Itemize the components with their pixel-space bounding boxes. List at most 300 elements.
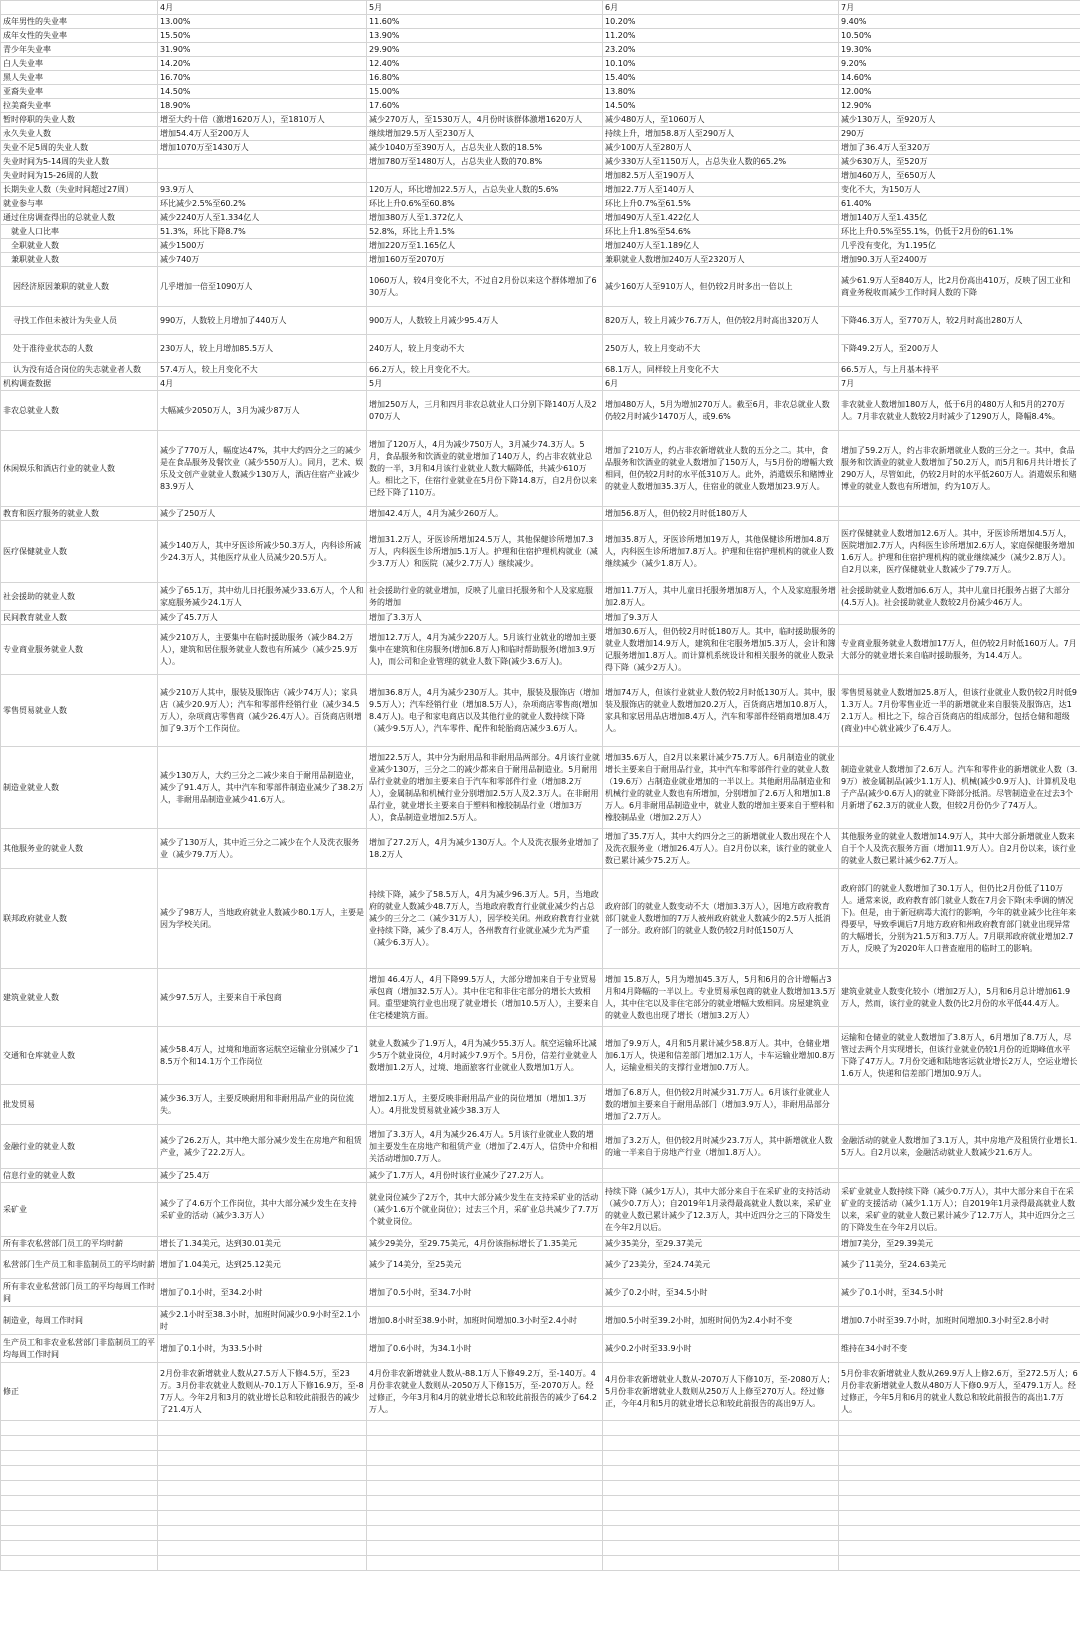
cell-april[interactable]: 减少210万人其中，服装及服饰店（减少74万人）；家具店（减少20.9万人）；汽车和零部件经销行业（减少34.5万人），杂项商店零售商（减少26.4万人）。百货商店则增加了9.3万个工作岗位。 bbox=[158, 675, 367, 747]
cell-june[interactable]: 减少160万人至910万人，但仍较2月时多出一倍以上 bbox=[603, 267, 839, 307]
empty-cell[interactable] bbox=[603, 1526, 839, 1541]
cell-june[interactable]: 250万人，较上月变动不大 bbox=[603, 335, 839, 363]
empty-cell[interactable] bbox=[1, 1436, 158, 1451]
empty-cell[interactable] bbox=[603, 1556, 839, 1571]
row-label-cell[interactable]: 青少年失业率 bbox=[1, 43, 158, 57]
empty-cell[interactable] bbox=[367, 1466, 603, 1481]
cell-june[interactable]: 增加56.8万人，但仍较2月时低180万人 bbox=[603, 507, 839, 521]
cell-july[interactable] bbox=[839, 1085, 1080, 1125]
table-row bbox=[1, 829, 1080, 869]
cell-april[interactable]: 13.00% bbox=[158, 15, 367, 29]
cell-april[interactable]: 减少了250万人 bbox=[158, 507, 367, 521]
cell-april[interactable]: 减少58.4万人，过境和地面客运航空运输业分别减少了18.5万个和14.1万个工作岗位 bbox=[158, 1027, 367, 1085]
cell-may[interactable]: 增加了0.5小时，至34.7小时 bbox=[367, 1279, 603, 1307]
empty-cell[interactable] bbox=[158, 1481, 367, 1496]
cell-july[interactable]: 专业商业服务就业人数增加17万人，但仍较2月时低160万人。7月大部分的就业增长来自临时援助服务，为14.4万人。 bbox=[839, 625, 1080, 675]
cell-may[interactable]: 社会援助行业的就业增加，反映了儿童日托服务和个人及家庭服务的增加 bbox=[367, 583, 603, 611]
cell-april[interactable]: 2月份非农新增就业人数从27.5万人下修4.5万，至23万。3月份非农就业人数则从-70.1万人下修16.9万，至-87万人。今年2月和3月的就业增长总和较此前报告的减少了21.4万人 bbox=[158, 1363, 367, 1421]
empty-cell[interactable] bbox=[367, 1541, 603, 1556]
cell-july[interactable]: 14.60% bbox=[839, 71, 1080, 85]
empty-cell[interactable] bbox=[1, 1421, 158, 1436]
cell-may[interactable]: 16.80% bbox=[367, 71, 603, 85]
empty-cell[interactable] bbox=[158, 1496, 367, 1511]
row-label-cell[interactable]: 批发贸易 bbox=[1, 1085, 158, 1125]
cell-may[interactable]: 减少了14美分，至25美元 bbox=[367, 1251, 603, 1279]
cell-june[interactable]: 820万人，较上月减少76.7万人，但仍较2月时高出320万人 bbox=[603, 307, 839, 335]
row-label-cell[interactable]: 联邦政府就业人数 bbox=[1, 869, 158, 969]
cell-june[interactable]: 持续下降（减少1万人），其中大部分来自于在采矿业的支持活动（减少0.7万人）；自2019年1月录得最高就业人数以来，采矿业的就业人数已累计减少了12.3万人，其中近四分之三的下降发生在今年2月以后。 bbox=[603, 1183, 839, 1237]
cell-may[interactable]: 13.90% bbox=[367, 29, 603, 43]
row-label-cell[interactable]: 信息行业的就业人数 bbox=[1, 1169, 158, 1183]
cell-july[interactable]: 下降46.3万人，至770万人，较2月时高出280万人 bbox=[839, 307, 1080, 335]
cell-july[interactable]: 社会援助就业人数增加6.6万人，其中儿童日托服务占据了大部分(4.5万人)。社会援助就业人数较2月份减少46万人。 bbox=[839, 583, 1080, 611]
cell-june[interactable]: 增加490万人至1.422亿人 bbox=[603, 211, 839, 225]
cell-april[interactable]: 15.50% bbox=[158, 29, 367, 43]
row-label-cell[interactable]: 认为没有适合岗位的失志就业者人数 bbox=[1, 363, 158, 377]
empty-cell[interactable] bbox=[158, 1436, 367, 1451]
cell-july[interactable]: 9.20% bbox=[839, 57, 1080, 71]
header-cell-june[interactable]: 6月 bbox=[603, 1, 839, 15]
cell-july[interactable]: 12.00% bbox=[839, 85, 1080, 99]
cell-june[interactable]: 增加35.6万人，自2月以来累计减少75.7万人。6月制造业的就业增长主要来自于耐用品行业，其中汽车和零部件行业的就业人数（19.6万）占制造业就业增加的一半以上。其他耐用品制造业和机械行业的就业人数也有所增加，分别增加了2.6万人和增加1.8万人。6月非耐用品制造业中，就业人数的增加主要来自于塑料和橡胶制品业（增加2.2万人） bbox=[603, 747, 839, 829]
cell-may[interactable]: 增加780万至1480万人，占总失业人数的70.8% bbox=[367, 155, 603, 169]
header-cell-july[interactable]: 7月 bbox=[839, 1, 1080, 15]
row-label-cell[interactable]: 休闲娱乐和酒店行业的就业人数 bbox=[1, 431, 158, 507]
cell-june[interactable]: 增加74万人，但该行业就业人数仍较2月时低130万人。其中，服装及服饰店的就业人数增加20.2万人，百货商店增加10.8万人，家具和家居用品店增加8.4万人，汽车和零部件经销商增加8.4万人。 bbox=[603, 675, 839, 747]
cell-may[interactable]: 15.00% bbox=[367, 85, 603, 99]
table-row bbox=[1, 1251, 1080, 1279]
cell-july[interactable]: 下降49.2万人，至200万人 bbox=[839, 335, 1080, 363]
cell-april[interactable]: 减少2240万人至1.334亿人 bbox=[158, 211, 367, 225]
row-label-cell[interactable]: 金融行业的就业人数 bbox=[1, 1125, 158, 1169]
header-cell-may[interactable]: 5月 bbox=[367, 1, 603, 15]
cell-may[interactable]: 120万人，环比增加22.5万人，占总失业人数的5.6% bbox=[367, 183, 603, 197]
empty-cell[interactable] bbox=[1, 1481, 158, 1496]
cell-april[interactable]: 减少140万人，其中牙医诊所减少50.3万人，内科诊所减少24.3万人，其他医疗从业人员减少20.5万人。 bbox=[158, 521, 367, 583]
cell-may[interactable]: 增加31.2万人，牙医诊所增加24.5万人，其他保健诊所增加7.3万人，内科医生诊所增加5.1万人。护理和住宿护理机构就业（减少3.7万人）和医院（减少2.7万人）继续减少。 bbox=[367, 521, 603, 583]
cell-may[interactable]: 12.40% bbox=[367, 57, 603, 71]
cell-april[interactable]: 增长了1.34美元，达到30.01美元 bbox=[158, 1237, 367, 1251]
cell-june[interactable]: 增加22.7万人至140万人 bbox=[603, 183, 839, 197]
cell-may[interactable]: 减少1040万至390万人，占总失业人数的18.5% bbox=[367, 141, 603, 155]
empty-cell[interactable] bbox=[367, 1481, 603, 1496]
cell-may[interactable]: 持续下降，减少了58.5万人，4月为减少96.3万人。5月，当地政府的就业人数减少48.7万人，当地政府教育行业就业减少约占总减少的三分之二（减少31万人），因学校关闭。州政府教育行业就业持续下降，减少了8.4万人，各州教育行业就业减少尤为严重（减少6.3万人）。 bbox=[367, 869, 603, 969]
cell-april[interactable]: 93.9万人 bbox=[158, 183, 367, 197]
row-label-cell[interactable]: 机构调查数据 bbox=[1, 377, 158, 391]
cell-july[interactable]: 运输和仓储业的就业人数增加了3.8万人，6月增加了8.7万人，尽管过去两个月实现增长，但该行业就业仍较1月份的近期峰值水平下降了47万人。7月份交通和陆地客运就业增长2万人，空运业增长1.6万人，快递和信差部门增加0.9万人。 bbox=[839, 1027, 1080, 1085]
empty-cell[interactable] bbox=[367, 1451, 603, 1466]
cell-april[interactable]: 990万，人数较上月增加了440万人 bbox=[158, 307, 367, 335]
empty-cell[interactable] bbox=[158, 1541, 367, 1556]
empty-cell[interactable] bbox=[158, 1466, 367, 1481]
empty-cell[interactable] bbox=[158, 1451, 367, 1466]
cell-april[interactable]: 几乎增加一倍至1090万人 bbox=[158, 267, 367, 307]
row-label-cell[interactable]: 处于准待业状态的人数 bbox=[1, 335, 158, 363]
row-label-cell[interactable]: 民间教育就业人数 bbox=[1, 611, 158, 625]
cell-july[interactable]: 290万 bbox=[839, 127, 1080, 141]
row-label-cell[interactable]: 白人失业率 bbox=[1, 57, 158, 71]
cell-may[interactable]: 4月份非农新增就业人数从-88.1万人下修49.2万，至-140万。4月份非农就业人数则从-2050万人下修15万，至-2070万人。经过修正，今年3月和4月的就业增长总和较此前报告的减少了64.2万人。 bbox=[367, 1363, 603, 1421]
cell-june[interactable]: 减少了0.2小时，至34.5小时 bbox=[603, 1279, 839, 1307]
cell-july[interactable]: 10.50% bbox=[839, 29, 1080, 43]
empty-row bbox=[1, 1436, 1080, 1451]
cell-april[interactable]: 减少了45.7万人 bbox=[158, 611, 367, 625]
empty-cell[interactable] bbox=[839, 1481, 1080, 1496]
cell-july[interactable]: 建筑业就业人数变化较小（增加2万人），5月和6月总计增加61.9万人，然而，该行业的就业人数仍比2月份的水平低44.4万人。 bbox=[839, 969, 1080, 1027]
cell-july[interactable]: 7月 bbox=[839, 377, 1080, 391]
row-label-cell[interactable]: 亚裔失业率 bbox=[1, 85, 158, 99]
cell-july[interactable]: 变化不大，为150万人 bbox=[839, 183, 1080, 197]
empty-cell[interactable] bbox=[839, 1541, 1080, 1556]
empty-cell[interactable] bbox=[603, 1481, 839, 1496]
empty-cell[interactable] bbox=[1, 1496, 158, 1511]
cell-april[interactable]: 51.3%，环比下降8.7% bbox=[158, 225, 367, 239]
empty-cell[interactable] bbox=[603, 1511, 839, 1526]
cell-july[interactable]: 9.40% bbox=[839, 15, 1080, 29]
row-label-cell[interactable]: 黑人失业率 bbox=[1, 71, 158, 85]
empty-row bbox=[1, 1496, 1080, 1511]
empty-cell[interactable] bbox=[603, 1466, 839, 1481]
empty-cell[interactable] bbox=[1, 1466, 158, 1481]
cell-may[interactable]: 增加220万至1.165亿人 bbox=[367, 239, 603, 253]
empty-cell[interactable] bbox=[367, 1496, 603, 1511]
cell-june[interactable]: 环比上升1.8%至54.6% bbox=[603, 225, 839, 239]
cell-june[interactable]: 兼职就业人数增加240万人至2320万人 bbox=[603, 253, 839, 267]
empty-cell[interactable] bbox=[1, 1451, 158, 1466]
row-label-cell[interactable]: 所有非农业私营部门员工的平均每周工作时间 bbox=[1, 1279, 158, 1307]
cell-may[interactable]: 增加了120万人，4月为减少750万人，3月减少74.3万人。5月，食品服务和饮酒业的就业增加了140万人，约占非农就业总数的一半，3月和4月该行业就业人数大幅降低，共减少610万人。相比之下，住宿行业就业在5月份下降14.8万，自2月份以来已经下降了110万。 bbox=[367, 431, 603, 507]
empty-cell[interactable] bbox=[839, 1556, 1080, 1571]
empty-cell[interactable] bbox=[158, 1556, 367, 1571]
cell-may[interactable]: 增加了27.2万人，4月为减少130万人。个人及洗衣服务业增加了18.2万人 bbox=[367, 829, 603, 869]
row-label-cell[interactable]: 全职就业人数 bbox=[1, 239, 158, 253]
cell-june[interactable]: 11.20% bbox=[603, 29, 839, 43]
row-label-cell[interactable]: 就业参与率 bbox=[1, 197, 158, 211]
cell-april[interactable]: 减少了了4.6万个工作岗位，其中大部分减少发生在支持采矿业的活动（减少3.3万人） bbox=[158, 1183, 367, 1237]
header-cell-label[interactable] bbox=[1, 1, 158, 15]
cell-july[interactable]: 政府部门的就业人数增加了30.1万人，但仍比2月份低了110万人。通常来说，政府教育部门就业人数在7月会下降(未季调的情况下)。但是，由于新冠病毒大流行的影响，今年的就业减少比往年来得要早，导致季调后7月地方政府和州政府教育部门就业出现异常的大幅增长，分别为21.5万和3.7万人。7月联邦政府就业增加2.7万人，反映了为2020年人口普查雇用的临时工的影响。 bbox=[839, 869, 1080, 969]
row-label-cell[interactable]: 生产员工和非农业私营部门非监制员工的平均每周工作时间 bbox=[1, 1335, 158, 1363]
empty-cell[interactable] bbox=[839, 1466, 1080, 1481]
cell-may[interactable]: 900万人，人数较上月减少95.4万人 bbox=[367, 307, 603, 335]
row-label-cell[interactable]: 通过住房调查得出的总就业人数 bbox=[1, 211, 158, 225]
cell-june[interactable]: 增加35.8万人，牙医诊所增加19万人，其他保健诊所增加4.8万人，内科医生诊所增加7.8万人。护理和住宿护理机构的就业人数继续减少（减少1.8万人）。 bbox=[603, 521, 839, 583]
cell-july[interactable]: 19.30% bbox=[839, 43, 1080, 57]
cell-april[interactable]: 增加54.4万人至200万人 bbox=[158, 127, 367, 141]
empty-cell[interactable] bbox=[158, 1511, 367, 1526]
cell-june[interactable]: 增加82.5万人至190万人 bbox=[603, 169, 839, 183]
cell-july[interactable]: 66.5万人，与上月基本持平 bbox=[839, 363, 1080, 377]
cell-june[interactable]: 增加了35.7万人，其中大约四分之三的新增就业人数出现在个人及洗衣服务业（增加26.4万人）。自2月份以来，该行业的就业人数已累计减少75.2万人。 bbox=[603, 829, 839, 869]
empty-cell[interactable] bbox=[839, 1436, 1080, 1451]
cell-may[interactable]: 增加了3.3万人，4月为减少26.4万人。5月该行业就业人数的增加主要发生在房地产和租赁产业（增加了2.4万人，信贷中介和相关活动增加0.7万人。 bbox=[367, 1125, 603, 1169]
empty-cell[interactable] bbox=[839, 1511, 1080, 1526]
empty-cell[interactable] bbox=[367, 1556, 603, 1571]
cell-april[interactable]: 减少36.3万人，主要反映耐用和非耐用品产业的岗位流失。 bbox=[158, 1085, 367, 1125]
row-label-cell[interactable]: 长期失业人数（失业时间超过27周） bbox=[1, 183, 158, 197]
cell-may[interactable]: 环比上升0.6%至60.8% bbox=[367, 197, 603, 211]
cell-april[interactable]: 减少了98万人，当地政府就业人数减少80.1万人，主要是因为学校关闭。 bbox=[158, 869, 367, 969]
cell-may[interactable]: 11.60% bbox=[367, 15, 603, 29]
table-row bbox=[1, 43, 1080, 57]
cell-july[interactable]: 环比上升0.5%至55.1%，仍低于2月份的61.1% bbox=[839, 225, 1080, 239]
table-row bbox=[1, 183, 1080, 197]
cell-july[interactable]: 零售贸易就业人数增加25.8万人，但该行业就业人数仍较2月时低91.3万人。7月份零售业近一半的新增就业来自服装及服饰店，达12.1万人。相比之下，综合百货商店的组成部分，包括仓储和超级(商业)中心就业减少了6.4万人。 bbox=[839, 675, 1080, 747]
table-row bbox=[1, 197, 1080, 211]
cell-july[interactable]: 医疗保健就业人数增加12.6万人。其中，牙医诊所增加4.5万人，医院增加2.7万人，内科医生诊所增加2.6万人，家庭保健服务增加1.6万人。护理和住宿护理机构的就业继续减少（减少2.8万人）。自2月以来，医疗保健就业人数减少了79.7万人。 bbox=[839, 521, 1080, 583]
row-label-cell[interactable]: 制造业，每周工作时间 bbox=[1, 1307, 158, 1335]
empty-cell[interactable] bbox=[839, 1421, 1080, 1436]
cell-april[interactable]: 大幅减少2050万人，3月为减少87万人 bbox=[158, 391, 367, 431]
cell-april[interactable]: 18.90% bbox=[158, 99, 367, 113]
cell-july[interactable]: 减少130万人，至920万人 bbox=[839, 113, 1080, 127]
cell-june[interactable]: 增加480万人，5月为增加270万人。截至6月，非农总就业人数仍较2月时减少1470万人，或9.6% bbox=[603, 391, 839, 431]
cell-july[interactable]: 制造业就业人数增加了2.6万人。汽车和零件业的新增就业人数（3.9万）被金属制品(减少1.1万人)、机械(减少0.9万人)、计算机及电子产品(减少0.6万人)的就业下降部分抵消。尽管制造业在过去3个月新增了62.3万的就业人数，但较2月份仍少了74万人。 bbox=[839, 747, 1080, 829]
row-label-cell[interactable]: 非农总就业人数 bbox=[1, 391, 158, 431]
row-label-cell[interactable]: 专业商业服务就业人数 bbox=[1, 625, 158, 675]
row-label-cell[interactable]: 交通和仓库就业人数 bbox=[1, 1027, 158, 1085]
cell-april[interactable]: 31.90% bbox=[158, 43, 367, 57]
table-row bbox=[1, 1169, 1080, 1183]
table-row bbox=[1, 211, 1080, 225]
cell-may[interactable]: 增加了3.3万人 bbox=[367, 611, 603, 625]
empty-cell[interactable] bbox=[603, 1541, 839, 1556]
cell-july[interactable]: 增加0.7小时至39.7小时，加班时间增加0.3小时至2.8小时 bbox=[839, 1307, 1080, 1335]
row-label-cell[interactable]: 教育和医疗服务的就业人数 bbox=[1, 507, 158, 521]
cell-april[interactable]: 减少2.1小时至38.3小时，加班时间减少0.9小时至2.1小时 bbox=[158, 1307, 367, 1335]
cell-june[interactable]: 4月份非农新增就业人数从-2070万人下修10万，至-2080万人；5月份非农新增就业人数则从250万人上修至270万人。经过修正，今年4月和5月的就业增长总和较此前报告的高出9万人。 bbox=[603, 1363, 839, 1421]
cell-july[interactable]: 61.40% bbox=[839, 197, 1080, 211]
cell-april[interactable]: 14.50% bbox=[158, 85, 367, 99]
cell-may[interactable]: 增加12.7万人，4月为减少220万人。5月该行业就业的增加主要集中在建筑和住房服务(增加6.8万人)和临时帮助服务(增加3.9万人)，而公司和企业管理的就业人数下降(减少3.6万人)。 bbox=[367, 625, 603, 675]
cell-june[interactable]: 增加了210万人，约占非农新增就业人数的五分之二。其中，食品服务和饮酒业的就业人数增加了150万人，与5月份的增幅大致相同，但仍较2月时的水平低310万人。此外，消遣娱乐和赌博业的就业人数增加35.3万人，住宿业的就业人数增加23.9万人。 bbox=[603, 431, 839, 507]
cell-april[interactable] bbox=[158, 169, 367, 183]
empty-cell[interactable] bbox=[367, 1421, 603, 1436]
row-label-cell[interactable]: 私营部门生产员工和非监制员工的平均时薪 bbox=[1, 1251, 158, 1279]
cell-june[interactable]: 14.50% bbox=[603, 99, 839, 113]
cell-april[interactable]: 16.70% bbox=[158, 71, 367, 85]
cell-july[interactable]: 增加了36.4万人至320万 bbox=[839, 141, 1080, 155]
cell-april[interactable]: 增加1070万至1430万人 bbox=[158, 141, 367, 155]
cell-june[interactable]: 10.10% bbox=[603, 57, 839, 71]
empty-cell[interactable] bbox=[158, 1526, 367, 1541]
row-label-cell[interactable]: 采矿业 bbox=[1, 1183, 158, 1237]
cell-june[interactable]: 增加了6.8万人，但仍较2月时减少31.7万人。6月该行业就业人数的增加主要来自于耐用品部门（增加3.9万人），非耐用品部分增加了2.7万人。 bbox=[603, 1085, 839, 1125]
row-label-cell[interactable]: 成年女性的失业率 bbox=[1, 29, 158, 43]
empty-cell[interactable] bbox=[1, 1511, 158, 1526]
cell-july[interactable] bbox=[839, 507, 1080, 521]
cell-july[interactable]: 金融活动的就业人数增加了3.1万人，其中房地产及租赁行业增长1.5万人。自2月以来，金融活动就业人数减少21.6万人。 bbox=[839, 1125, 1080, 1169]
row-label-cell[interactable]: 暂时停职的失业人数 bbox=[1, 113, 158, 127]
cell-july[interactable]: 减少了0.1小时，至34.5小时 bbox=[839, 1279, 1080, 1307]
cell-june[interactable]: 增加了9.3万人 bbox=[603, 611, 839, 625]
cell-july[interactable]: 增加460万人，至650万人 bbox=[839, 169, 1080, 183]
cell-july[interactable]: 几乎没有变化，为1.195亿 bbox=[839, 239, 1080, 253]
cell-july[interactable]: 减少61.9万人至840万人，比2月份高出410万，反映了因工业和商业务税收而减少工作时间人数的下降 bbox=[839, 267, 1080, 307]
cell-may[interactable]: 17.60% bbox=[367, 99, 603, 113]
cell-june[interactable]: 增加11.7万人，其中儿童日托服务增加8万人，个人及家庭服务增加2.8万人。 bbox=[603, 583, 839, 611]
cell-july[interactable]: 增加了59.2万人，约占非农新增就业人数的三分之一。其中，食品服务和饮酒业的就业人数增加了50.2万人，而5月和6月共计增长了290万人，尽管如此，仍较2月时的水平低260万人。消遣娱乐和赌博业的就业人数也有所增加，约为10万人。 bbox=[839, 431, 1080, 507]
cell-july[interactable]: 减少630万人，至520万 bbox=[839, 155, 1080, 169]
cell-july[interactable]: 其他服务业的就业人数增加14.9万人，其中大部分新增就业人数来自于个人及洗衣服务方面（增加11.9万人）。自2月份以来，该行业的就业人数已累计减少62.7万人。 bbox=[839, 829, 1080, 869]
table-row bbox=[1, 29, 1080, 43]
cell-april[interactable]: 14.20% bbox=[158, 57, 367, 71]
row-label-cell[interactable]: 修正 bbox=[1, 1363, 158, 1421]
empty-cell[interactable] bbox=[603, 1436, 839, 1451]
cell-june[interactable]: 10.20% bbox=[603, 15, 839, 29]
empty-cell[interactable] bbox=[603, 1421, 839, 1436]
empty-cell[interactable] bbox=[1, 1526, 158, 1541]
cell-june[interactable]: 增加了9.9万人，4月和5月累计减少58.8万人。其中，仓储业增加6.1万人，快递和信差部门增加2.1万人，卡车运输业增加0.8万人，运输业相关的支撑行业增加0.7万人。 bbox=[603, 1027, 839, 1085]
row-label-cell[interactable]: 寻找工作但未被计为失业人员 bbox=[1, 307, 158, 335]
cell-june[interactable]: 减少0.2小时至33.9小时 bbox=[603, 1335, 839, 1363]
cell-april[interactable]: 减少740万 bbox=[158, 253, 367, 267]
cell-july[interactable] bbox=[839, 611, 1080, 625]
cell-june[interactable]: 政府部门的就业人数变动不大（增加3.3万人），因地方政府教育部门就业人数增加的7万人被州政府就业人数减少的2.5万人抵消了一部分。政府部门的就业人数仍较2月时低150万人 bbox=[603, 869, 839, 969]
table-row bbox=[1, 307, 1080, 335]
row-label-cell[interactable]: 社会援助的就业人数 bbox=[1, 583, 158, 611]
cell-may[interactable]: 减少了1.7万人，4月份时该行业减少了27.2万人。 bbox=[367, 1169, 603, 1183]
cell-june[interactable]: 减少100万人至280万人 bbox=[603, 141, 839, 155]
cell-july[interactable]: 采矿业就业人数持续下降（减少0.7万人），其中大部分来自于在采矿业的支援活动（减少1.1万人）；自2019年1月录得最高就业人数以来，采矿业的就业人数已累计减少了12.7万人，其中近四分之三的下降发生在今年2月以后。 bbox=[839, 1183, 1080, 1237]
cell-june[interactable]: 增加0.5小时至39.2小时，加班时间仍为2.4小时不变 bbox=[603, 1307, 839, 1335]
cell-april[interactable]: 230万人，较上月增加85.5万人 bbox=[158, 335, 367, 363]
cell-june[interactable]: 增加 15.8万人，5月为增加45.3万人，5月和6月的合计增幅占3月和4月降幅的一半以上。专业贸易承包商的就业人数增加13.5万人，其中住宅以及非住宅部分的就业增幅大致相同。房屋建筑业的就业人数也出现了增长（增加3.2万人） bbox=[603, 969, 839, 1027]
cell-may[interactable]: 增加2.1万人，主要反映非耐用品产业的岗位增加（增加1.3万人）。4月批发贸易就业减少38.3万人 bbox=[367, 1085, 603, 1125]
empty-row bbox=[1, 1526, 1080, 1541]
empty-cell[interactable] bbox=[839, 1526, 1080, 1541]
row-label-cell[interactable]: 拉美裔失业率 bbox=[1, 99, 158, 113]
empty-cell[interactable] bbox=[158, 1421, 367, 1436]
cell-may[interactable]: 增加160万至2070万 bbox=[367, 253, 603, 267]
cell-april[interactable]: 减少1500万 bbox=[158, 239, 367, 253]
cell-april[interactable]: 4月 bbox=[158, 377, 367, 391]
empty-cell[interactable] bbox=[367, 1436, 603, 1451]
cell-may[interactable]: 增加42.4万人，4月为减少260万人。 bbox=[367, 507, 603, 521]
cell-may[interactable]: 52.8%，环比上升1.5% bbox=[367, 225, 603, 239]
cell-july[interactable]: 增加7美分，至29.39美元 bbox=[839, 1237, 1080, 1251]
cell-july[interactable]: 增加90.3万人至2400万 bbox=[839, 253, 1080, 267]
cell-april[interactable]: 减少了25.4万 bbox=[158, 1169, 367, 1183]
cell-april[interactable]: 57.4万人，较上月变化不大 bbox=[158, 363, 367, 377]
table-row bbox=[1, 239, 1080, 253]
cell-may[interactable]: 增加250万人，三月和四月非农总就业人口分别下降140万人及2070万人 bbox=[367, 391, 603, 431]
cell-april[interactable]: 减少97.5万人，主要来自于承包商 bbox=[158, 969, 367, 1027]
row-label-cell[interactable]: 所有非农私营部门员工的平均时薪 bbox=[1, 1237, 158, 1251]
empty-cell[interactable] bbox=[367, 1526, 603, 1541]
cell-may[interactable]: 增加380万人至1.372亿人 bbox=[367, 211, 603, 225]
cell-april[interactable]: 减少了770万人，幅度达47%，其中大约四分之三的减少是在食品服务及餐饮业（减少550万人）。同月，艺术、娱乐及文创产业就业人数减少130万人，酒店住宿产业减少83.9万人 bbox=[158, 431, 367, 507]
cell-april[interactable]: 减少了130万人，其中近三分之二减少在个人及洗衣服务业（减少79.7万人）。 bbox=[158, 829, 367, 869]
cell-june[interactable]: 减少330万人至1150万人，占总失业人数的65.2% bbox=[603, 155, 839, 169]
row-label-cell[interactable]: 成年男性的失业率 bbox=[1, 15, 158, 29]
row-label-cell[interactable]: 失业时间为5-14周的失业人数 bbox=[1, 155, 158, 169]
cell-june[interactable]: 持续上升，增加58.8万人至290万人 bbox=[603, 127, 839, 141]
empty-cell[interactable] bbox=[839, 1451, 1080, 1466]
empty-cell[interactable] bbox=[603, 1451, 839, 1466]
cell-june[interactable]: 增加240万人至1.189亿人 bbox=[603, 239, 839, 253]
row-label-cell[interactable]: 其他服务业的就业人数 bbox=[1, 829, 158, 869]
cell-july[interactable]: 维持在34小时不变 bbox=[839, 1335, 1080, 1363]
cell-april[interactable]: 减少210万人，主要集中在临时援助服务（减少84.2万人），建筑和居住服务就业人数也有所减少（减少25.9万人）。 bbox=[158, 625, 367, 675]
cell-april[interactable]: 环比减少2.5%至60.2% bbox=[158, 197, 367, 211]
cell-april[interactable] bbox=[158, 155, 367, 169]
cell-may[interactable]: 就业人数减少了1.9万人，4月为减少55.3万人。航空运输环比减少5万个就业岗位，4月时减少7.9万个。5月份，信差行业就业人数增加1.2万人，过境、地面旅客行业就业人数增加1万人。 bbox=[367, 1027, 603, 1085]
cell-july[interactable]: 增加140万人至1.435亿 bbox=[839, 211, 1080, 225]
empty-cell[interactable] bbox=[603, 1496, 839, 1511]
cell-april[interactable]: 增加了1.04美元，达到25.12美元 bbox=[158, 1251, 367, 1279]
row-label-cell[interactable]: 永久失业人数 bbox=[1, 127, 158, 141]
empty-cell[interactable] bbox=[839, 1496, 1080, 1511]
cell-july[interactable]: 非农就业人数增加180万人，低于6月的480万人和5月的270万人。7月非农就业人数较2月时减少了1290万人，降幅8.4%。 bbox=[839, 391, 1080, 431]
cell-april[interactable]: 减少130万人，大约三分之二减少来自于耐用品制造业，减少了91.4万人，其中汽车和零部件制造业减少了38.2万人，非耐用品制造业减少41.6万人。 bbox=[158, 747, 367, 829]
cell-june[interactable]: 环比上升0.7%至61.5% bbox=[603, 197, 839, 211]
cell-may[interactable]: 66.2万人，较上月变化不大。 bbox=[367, 363, 603, 377]
cell-july[interactable]: 12.90% bbox=[839, 99, 1080, 113]
empty-cell[interactable] bbox=[1, 1556, 158, 1571]
cell-june[interactable]: 减少了23美分，至24.74美元 bbox=[603, 1251, 839, 1279]
row-label-cell[interactable]: 失业不足5周的失业人数 bbox=[1, 141, 158, 155]
row-label-cell[interactable]: 就业人口比率 bbox=[1, 225, 158, 239]
cell-april[interactable]: 增加了0.1小时，为33.5小时 bbox=[158, 1335, 367, 1363]
row-label-cell[interactable]: 制造业就业人数 bbox=[1, 747, 158, 829]
cell-may[interactable]: 1060万人，较4月变化不大，不过自2月份以来这个群体增加了630万人。 bbox=[367, 267, 603, 307]
cell-may[interactable]: 增加36.8万人，4月为减少230万人。其中，服装及服饰店（增加9.5万人）；汽车经销行业（增加8.5万人），杂项商店零售商(增加8.4万人)。电子和家电商店以及其他行业的就业人数持续下降（减少9.5万人），汽车零件、配件和轮胎商店减少3.6万人。 bbox=[367, 675, 603, 747]
cell-june[interactable]: 6月 bbox=[603, 377, 839, 391]
cell-may[interactable]: 继续增加29.5万人至230万人 bbox=[367, 127, 603, 141]
cell-june[interactable] bbox=[603, 1169, 839, 1183]
cell-june[interactable]: 增加30.6万人，但仍较2月时低180万人。其中，临时援助服务的就业人数增加14.9万人，建筑和住宅服务增加5.3万人，会计和簿记服务增加1.8万人。而计算机系统设计和相关服务的就业人数录得下降（减少2万人）。 bbox=[603, 625, 839, 675]
row-label-cell[interactable]: 零售贸易就业人数 bbox=[1, 675, 158, 747]
cell-may[interactable]: 增加了0.6小时，为34.1小时 bbox=[367, 1335, 603, 1363]
cell-may[interactable]: 减少29美分，至29.75美元，4月份该指标增长了1.35美元 bbox=[367, 1237, 603, 1251]
cell-june[interactable]: 15.40% bbox=[603, 71, 839, 85]
cell-june[interactable]: 68.1万人，同样较上月变化不大 bbox=[603, 363, 839, 377]
cell-may[interactable] bbox=[367, 169, 603, 183]
cell-june[interactable]: 减少35美分，至29.37美元 bbox=[603, 1237, 839, 1251]
cell-july[interactable]: 减少了11美分，至24.63美元 bbox=[839, 1251, 1080, 1279]
row-label-cell[interactable]: 兼职就业人数 bbox=[1, 253, 158, 267]
cell-may[interactable]: 5月 bbox=[367, 377, 603, 391]
cell-may[interactable]: 29.90% bbox=[367, 43, 603, 57]
header-cell-april[interactable]: 4月 bbox=[158, 1, 367, 15]
row-label-cell[interactable]: 失业时间为15-26周的人数 bbox=[1, 169, 158, 183]
row-label-cell[interactable]: 建筑业就业人数 bbox=[1, 969, 158, 1027]
cell-april[interactable]: 减少了26.2万人，其中绝大部分减少发生在房地产和租赁产业，减少了22.2万人。 bbox=[158, 1125, 367, 1169]
cell-may[interactable]: 增加0.8小时至38.9小时，加班时间增加0.3小时至2.4小时 bbox=[367, 1307, 603, 1335]
row-label-cell[interactable]: 因经济原因兼职的就业人数 bbox=[1, 267, 158, 307]
cell-may[interactable]: 增加 46.4万人，4月下降99.5万人，大部分增加来自于专业贸易承包商（增加32.5万人）。其中住宅和非住宅部分的增长大致相同。重型建筑行业也出现了就业增长（增加10.5万人），主要来自住宅楼建筑方面。 bbox=[367, 969, 603, 1027]
cell-july[interactable]: 5月份非农新增就业人数从269.9万人上修2.6万，至272.5万人；6月份非农新增就业人数从480万人下修0.9万人，至479.1万人。经过修正，今年5月和6月的就业人数总和较此前报告的高出1.7万人。 bbox=[839, 1363, 1080, 1421]
empty-cell[interactable] bbox=[1, 1541, 158, 1556]
cell-june[interactable]: 增加了3.2万人，但仍较2月时减少23.7万人，其中新增就业人数的逾一半来自于房地产行业（增加1.8万人）。 bbox=[603, 1125, 839, 1169]
cell-june[interactable]: 23.20% bbox=[603, 43, 839, 57]
cell-may[interactable]: 240万人，较上月变动不大 bbox=[367, 335, 603, 363]
table-row bbox=[1, 675, 1080, 747]
row-label-cell[interactable]: 医疗保健就业人数 bbox=[1, 521, 158, 583]
cell-june[interactable]: 减少480万人，至1060万人 bbox=[603, 113, 839, 127]
cell-may[interactable]: 就业岗位减少了2万个，其中大部分减少发生在支持采矿业的活动（减少1.6万个就业岗位）；过去三个月，采矿业总共减少了7.7万个就业岗位。 bbox=[367, 1183, 603, 1237]
cell-june[interactable]: 13.80% bbox=[603, 85, 839, 99]
cell-july[interactable] bbox=[839, 1169, 1080, 1183]
cell-april[interactable]: 增至大约十倍（激增1620万人），至1810万人 bbox=[158, 113, 367, 127]
cell-april[interactable]: 增加了0.1小时，至34.2小时 bbox=[158, 1279, 367, 1307]
cell-april[interactable]: 减少了65.1万，其中幼儿日托服务减少33.6万人，个人和家庭服务减少24.1万人 bbox=[158, 583, 367, 611]
cell-may[interactable]: 减少270万人，至1530万人，4月份时该群体激增1620万人 bbox=[367, 113, 603, 127]
cell-may[interactable]: 增加22.5万人，其中分为耐用品和非耐用品两部分。4月该行业就业减少130万，三分之二的减少都来自于耐用品制造业。5月耐用品行业就业的增加主要来自于汽车和零部件行业（增加8.2万人），金属制品和机械行业分别增加2.5万人及2.3万人。在非耐用品行业，就业增长主要来自于塑料和橡胶制品行业（增加3万人），食品制造业增加2.5万人。 bbox=[367, 747, 603, 829]
empty-row bbox=[1, 1511, 1080, 1526]
empty-cell[interactable] bbox=[367, 1511, 603, 1526]
